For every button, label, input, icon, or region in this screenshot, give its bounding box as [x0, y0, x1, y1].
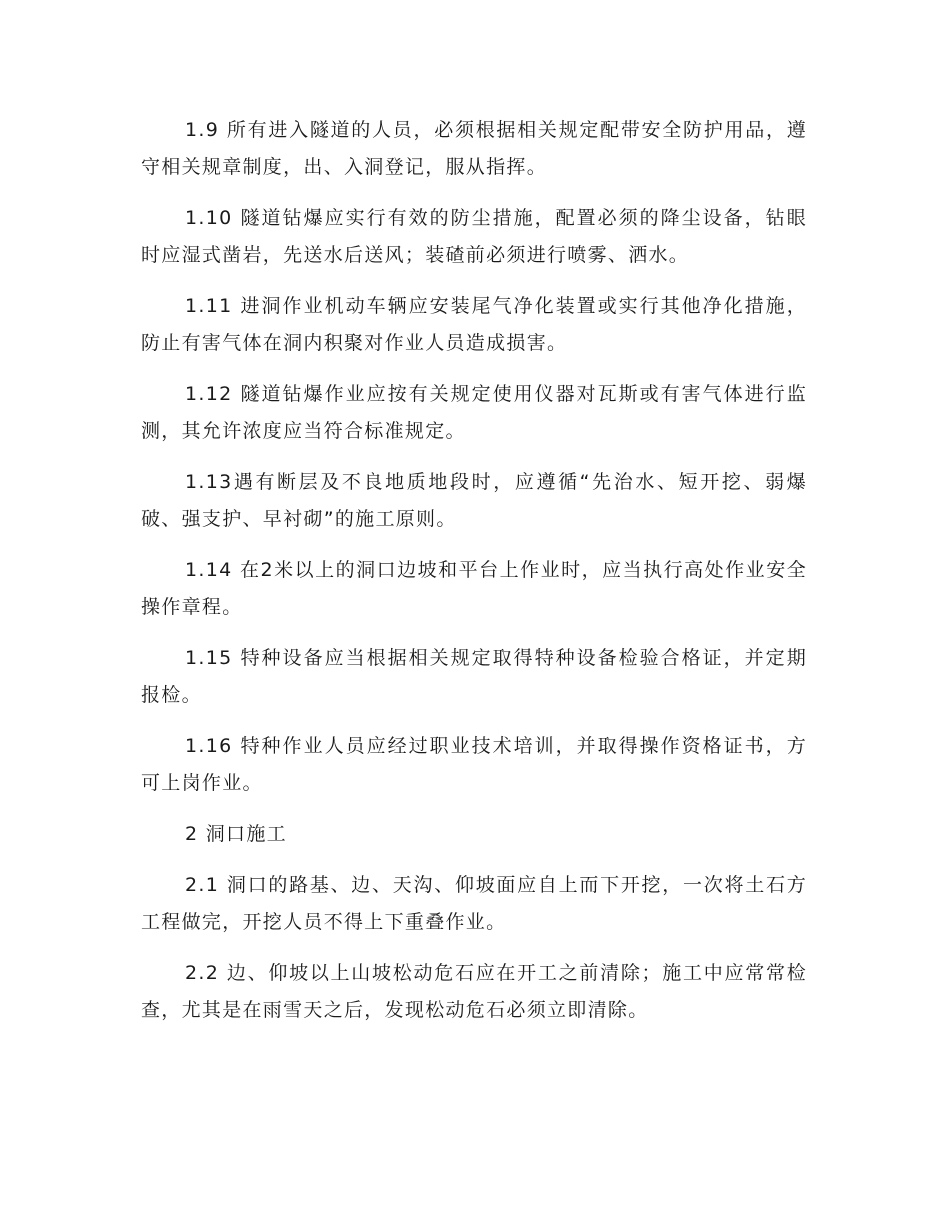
paragraph-2-2: 2.2 边、仰坡以上山坡松动危石应在开工之前清除；施工中应常常检查，尤其是在雨雪天之后，发现松动危石必须立即清除。: [141, 962, 807, 1021]
paragraph-1-11: 1.11 进洞作业机动车辆应安装尾气净化装置或实行其他净化措施，防止有害气体在洞内积聚对作业人员造成损害。: [141, 295, 807, 354]
paragraph-1-13: 1.13遇有断层及不良地质地段时，应遵循“先治水、短开挖、弱爆破、强支护、早衬砌”的施工原则。: [141, 471, 807, 530]
paragraph-1-16: 1.16 特种作业人员应经过职业技术培训，并取得操作资格证书，方可上岗作业。: [141, 735, 807, 794]
section-heading-2: 2 洞口施工: [185, 823, 287, 845]
paragraph-1-9: 1.9 所有进入隧道的人员，必须根据相关规定配带安全防护用品，遵守相关规章制度，出、入洞登记，服从指挥。: [141, 119, 807, 178]
paragraph-1-10: 1.10 隧道钻爆应实行有效的防尘措施，配置必须的降尘设备，钻眼时应湿式凿岩，先送水后送风；装碴前必须进行喷雾、洒水。: [141, 207, 807, 266]
paragraph-2-1: 2.1 洞口的路基、边、天沟、仰坡面应自上而下开挖，一次将土石方工程做完，开挖人员不得上下重叠作业。: [141, 874, 807, 933]
document-body: [141, 112, 807, 1043]
paragraph-1-15: 1.15 特种设备应当根据相关规定取得特种设备检验合格证，并定期报检。: [141, 647, 807, 706]
paragraph-1-14: 1.14 在2米以上的洞口边坡和平台上作业时，应当执行高处作业安全操作章程。: [141, 559, 807, 618]
paragraph-1-12: 1.12 隧道钻爆作业应按有关规定使用仪器对瓦斯或有害气体进行监测，其允许浓度应当符合标准规定。: [141, 383, 807, 442]
